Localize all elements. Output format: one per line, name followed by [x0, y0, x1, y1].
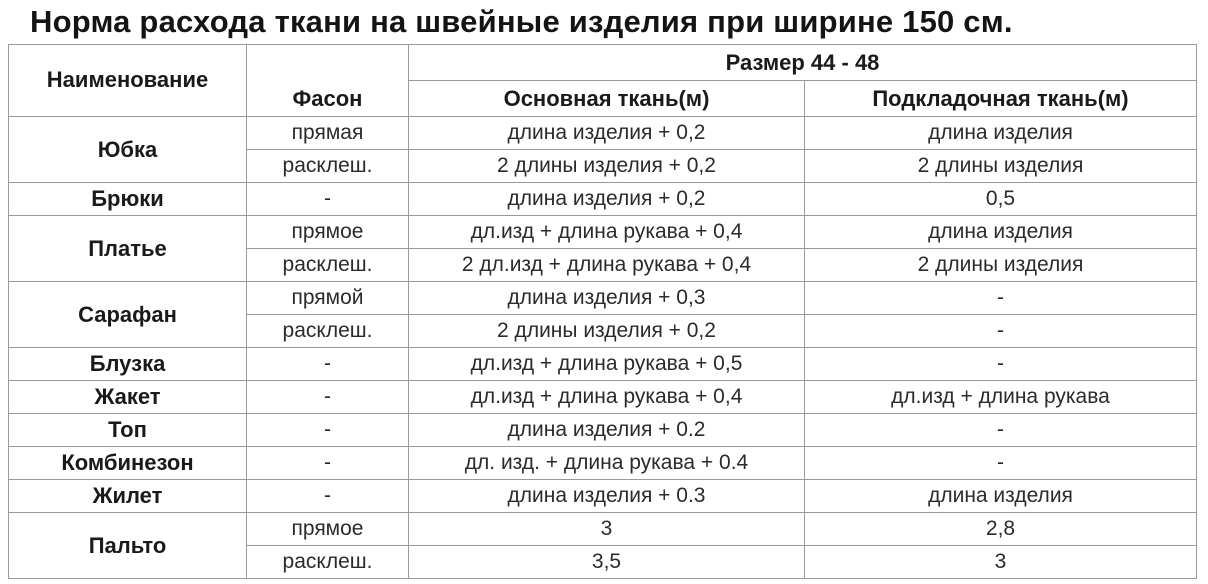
lining-fabric-cell: 2,8 [805, 513, 1197, 546]
style-cell: прямое [247, 513, 409, 546]
table-row [9, 183, 1197, 216]
lining-fabric-cell: - [805, 315, 1197, 348]
item-name: Платье [9, 216, 247, 282]
lining-fabric-cell: длина изделия [805, 117, 1197, 150]
style-cell: расклеш. [247, 150, 409, 183]
style-cell: расклеш. [247, 546, 409, 579]
main-fabric-cell: 3 [409, 513, 805, 546]
header-style: Фасон [247, 45, 409, 117]
header-name: Наименование [9, 45, 247, 117]
style-cell: прямой [247, 282, 409, 315]
item-name: Блузка [9, 348, 247, 381]
header-lining-fabric: Подкладочная ткань(м) [805, 81, 1197, 117]
style-cell: прямое [247, 216, 409, 249]
lining-fabric-cell: 0,5 [805, 183, 1197, 216]
item-name: Пальто [9, 513, 247, 579]
header-size: Размер 44 - 48 [409, 45, 1197, 81]
header-main-fabric: Основная ткань(м) [409, 81, 805, 117]
main-fabric-cell: длина изделия + 0.3 [409, 480, 805, 513]
table-row [9, 381, 1197, 414]
main-fabric-cell: дл. изд. + длина рукава + 0.4 [409, 447, 805, 480]
main-fabric-cell: длина изделия + 0.2 [409, 414, 805, 447]
item-name: Сарафан [9, 282, 247, 348]
main-fabric-cell: 2 дл.изд + длина рукава + 0,4 [409, 249, 805, 282]
style-cell: - [247, 381, 409, 414]
lining-fabric-cell: - [805, 447, 1197, 480]
main-fabric-cell: 2 длины изделия + 0,2 [409, 150, 805, 183]
item-name: Комбинезон [9, 447, 247, 480]
item-name: Юбка [9, 117, 247, 183]
main-fabric-cell: длина изделия + 0,2 [409, 183, 805, 216]
style-cell: - [247, 348, 409, 381]
lining-fabric-cell: дл.изд + длина рукава [805, 381, 1197, 414]
table-row [9, 480, 1197, 513]
table-row [9, 513, 1197, 546]
lining-fabric-cell: - [805, 348, 1197, 381]
style-cell: прямая [247, 117, 409, 150]
style-cell: - [247, 414, 409, 447]
main-fabric-cell: длина изделия + 0,2 [409, 117, 805, 150]
table-row [9, 216, 1197, 249]
item-name: Топ [9, 414, 247, 447]
lining-fabric-cell: - [805, 282, 1197, 315]
table-row [9, 414, 1197, 447]
main-fabric-cell: дл.изд + длина рукава + 0,4 [409, 216, 805, 249]
main-fabric-cell: 3,5 [409, 546, 805, 579]
table-row [9, 447, 1197, 480]
table-row [9, 117, 1197, 150]
style-cell: расклеш. [247, 249, 409, 282]
item-name: Жилет [9, 480, 247, 513]
style-cell: - [247, 480, 409, 513]
lining-fabric-cell: - [805, 414, 1197, 447]
fabric-consumption-table [8, 44, 1197, 579]
table-row [9, 282, 1197, 315]
style-cell: - [247, 447, 409, 480]
table-row [9, 348, 1197, 381]
lining-fabric-cell: 2 длины изделия [805, 150, 1197, 183]
page-title: Норма расхода ткани на швейные изделия при ширине 150 см. [30, 4, 1013, 39]
item-name: Жакет [9, 381, 247, 414]
style-cell: расклеш. [247, 315, 409, 348]
lining-fabric-cell: 3 [805, 546, 1197, 579]
main-fabric-cell: дл.изд + длина рукава + 0,4 [409, 381, 805, 414]
style-cell: - [247, 183, 409, 216]
main-fabric-cell: длина изделия + 0,3 [409, 282, 805, 315]
main-fabric-cell: 2 длины изделия + 0,2 [409, 315, 805, 348]
lining-fabric-cell: длина изделия [805, 216, 1197, 249]
lining-fabric-cell: 2 длины изделия [805, 249, 1197, 282]
main-fabric-cell: дл.изд + длина рукава + 0,5 [409, 348, 805, 381]
item-name: Брюки [9, 183, 247, 216]
lining-fabric-cell: длина изделия [805, 480, 1197, 513]
